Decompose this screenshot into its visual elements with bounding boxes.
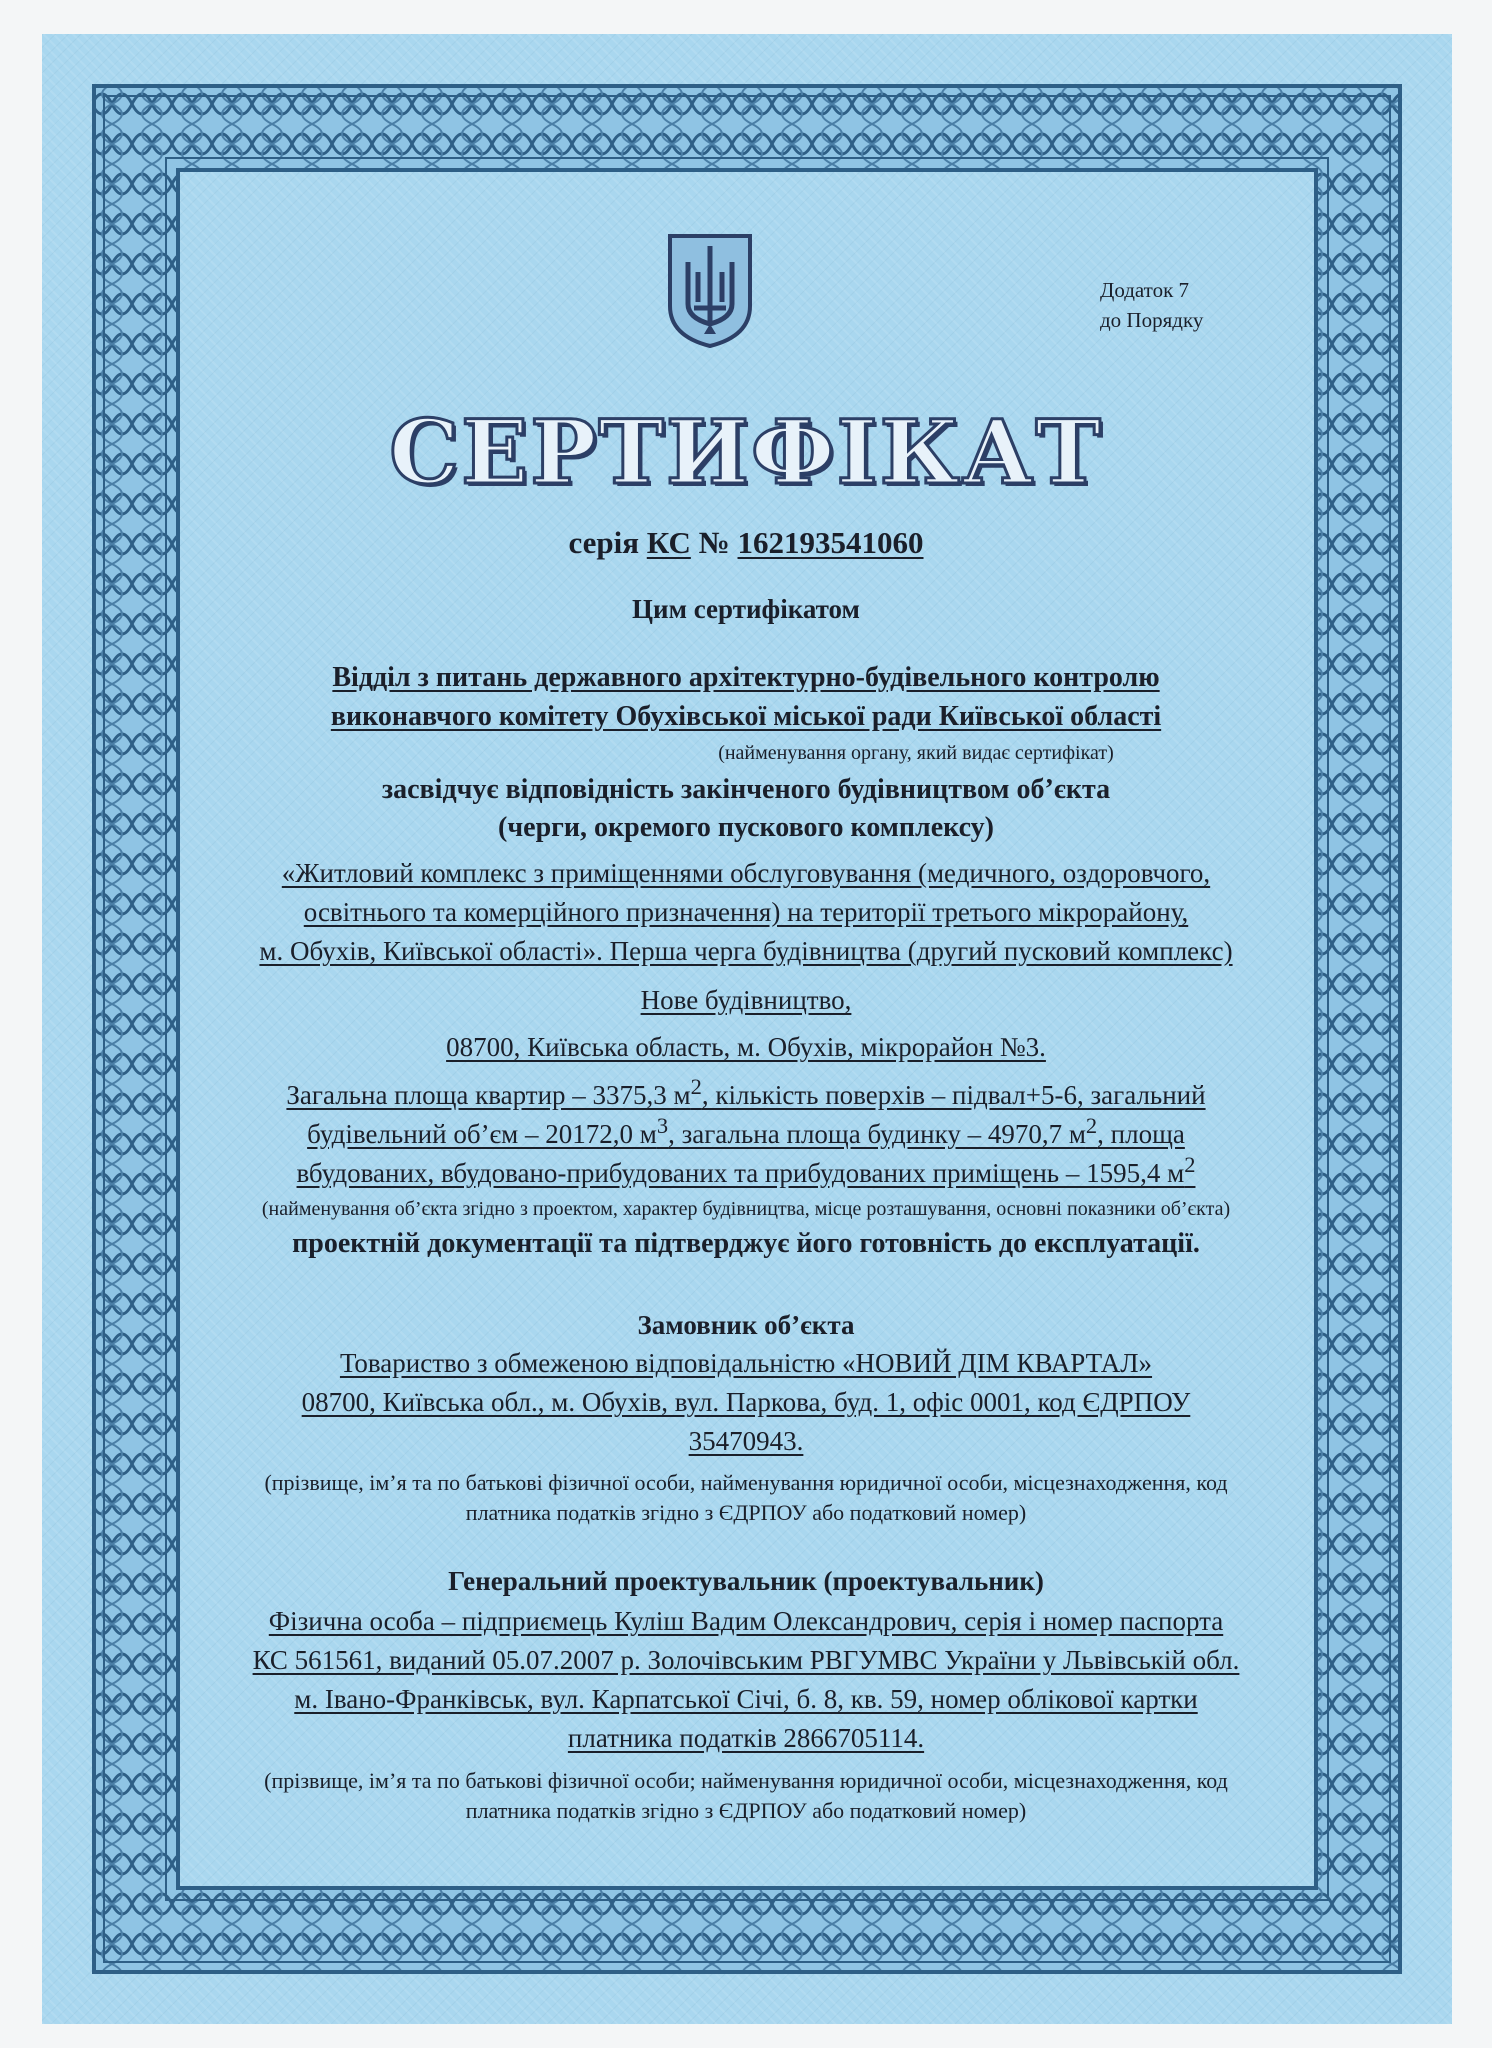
conclusion-text: проектній документації та підтверджує його готовність до експлуатації. — [292, 1228, 1200, 1259]
series-line — [0, 525, 1492, 561]
issuer-caption: (найменування органу, який видає сертифікат) — [718, 742, 1114, 764]
superscript-3: 3 — [656, 1113, 669, 1138]
number-sign: № — [698, 525, 730, 560]
certifies-line-1: засвідчує відповідність закінченого будівництвом об’єкта — [381, 774, 1111, 805]
designer-heading: Генеральний проектувальник (проектувальник) — [448, 1566, 1044, 1596]
object-caption: (найменування об’єкта згідно з проектом, характер будівництва, місце розташування, основні показники об’єкта) — [261, 1198, 1231, 1220]
customer-caption-1: (прізвище, ім’я та по батькові фізичної особи, найменування юридичної особи, місцезнаходження, код — [264, 1470, 1228, 1495]
superscript-2: 2 — [1085, 1113, 1098, 1138]
certificate-title: СЕРТИФІКАТ — [389, 400, 1103, 504]
annex-line-2: до Порядку — [1100, 308, 1204, 332]
series-code: КС — [646, 525, 691, 560]
object-line-3: м. Обухів, Київської області». Перша черга будівництва (другий пусковий комплекс) — [259, 936, 1233, 966]
object-line-5: 08700, Київська область, м. Обухів, мікрорайон №3. — [446, 1032, 1046, 1062]
building-area: , загальна площа будинку – 4970,7 м — [668, 1119, 1086, 1149]
issuer-line-1: Відділ з питань державного архітектурно-будівельного контролю — [332, 662, 1160, 693]
intro-text: Цим сертифікатом — [632, 594, 860, 624]
object-line-4: Нове будівництво, — [640, 985, 852, 1015]
series-label: серія — [568, 525, 640, 560]
object-line-8 — [0, 1152, 1492, 1189]
superscript-2: 2 — [1184, 1152, 1196, 1177]
object-line-1: «Житловий комплекс з приміщеннями обслуговування (медичного, оздоровчого, — [281, 858, 1211, 888]
coat-of-arms-icon — [666, 232, 754, 350]
customer-line-3: 35470943. — [688, 1426, 804, 1456]
building-volume: будівельний об’єм – 20172,0 м — [307, 1119, 657, 1149]
designer-caption-2: платника податків згідно з ЄДРПОУ або податковий номер) — [465, 1798, 1027, 1823]
customer-caption-2: платника податків згідно з ЄДРПОУ або податковий номер) — [465, 1500, 1027, 1525]
customer-line-2: 08700, Київська обл., м. Обухів, вул. Паркова, буд. 1, офіс 0001, код ЄДРПОУ — [301, 1387, 1191, 1417]
built-in-premises-area: вбудованих, вбудовано-прибудованих та прибудованих приміщень – 1595,4 м — [296, 1158, 1185, 1188]
designer-line-3: м. Івано-Франківськ, вул. Карпатської Січі, б. 8, кв. 59, номер облікової картки — [294, 1684, 1198, 1714]
object-line-6 — [0, 1074, 1492, 1111]
annex-line-1: Додаток 7 — [1100, 278, 1190, 302]
object-line-7 — [0, 1113, 1492, 1150]
certifies-line-2: (черги, окремого пускового комплексу) — [498, 812, 994, 843]
certificate-number: 162193541060 — [737, 525, 924, 560]
designer-line-2: КС 561561, виданий 05.07.2007 р. Золочівським РВГУМВС України у Львівській обл. — [252, 1645, 1240, 1675]
designer-line-4: платника податків 2866705114. — [567, 1723, 925, 1753]
floors-text: , кількість поверхів – підвал+5-6, загальний — [701, 1080, 1206, 1110]
annex-note — [1100, 275, 1230, 335]
customer-heading: Замовник об’єкта — [637, 1310, 855, 1340]
object-line-2: освітнього та комерційного призначення) на території третього мікрорайону, — [303, 897, 1189, 927]
issuer-line-2: виконавчого комітету Обухівської міської ради Київської області — [330, 701, 1162, 732]
customer-line-1: Товариство з обмеженою відповідальністю «НОВИЙ ДІМ КВАРТАЛ» — [339, 1348, 1153, 1378]
area-suffix: , площа — [1097, 1119, 1185, 1149]
total-apartment-area: Загальна площа квартир – 3375,3 м — [286, 1080, 691, 1110]
superscript-2: 2 — [690, 1074, 702, 1099]
designer-caption-1: (прізвище, ім’я та по батькові фізичної особи; найменування юридичної особи, місцезнаходження, код — [264, 1768, 1228, 1793]
designer-line-1: Фізична особа – підприємець Куліш Вадим Олександрович, серія і номер паспорта — [268, 1606, 1224, 1636]
